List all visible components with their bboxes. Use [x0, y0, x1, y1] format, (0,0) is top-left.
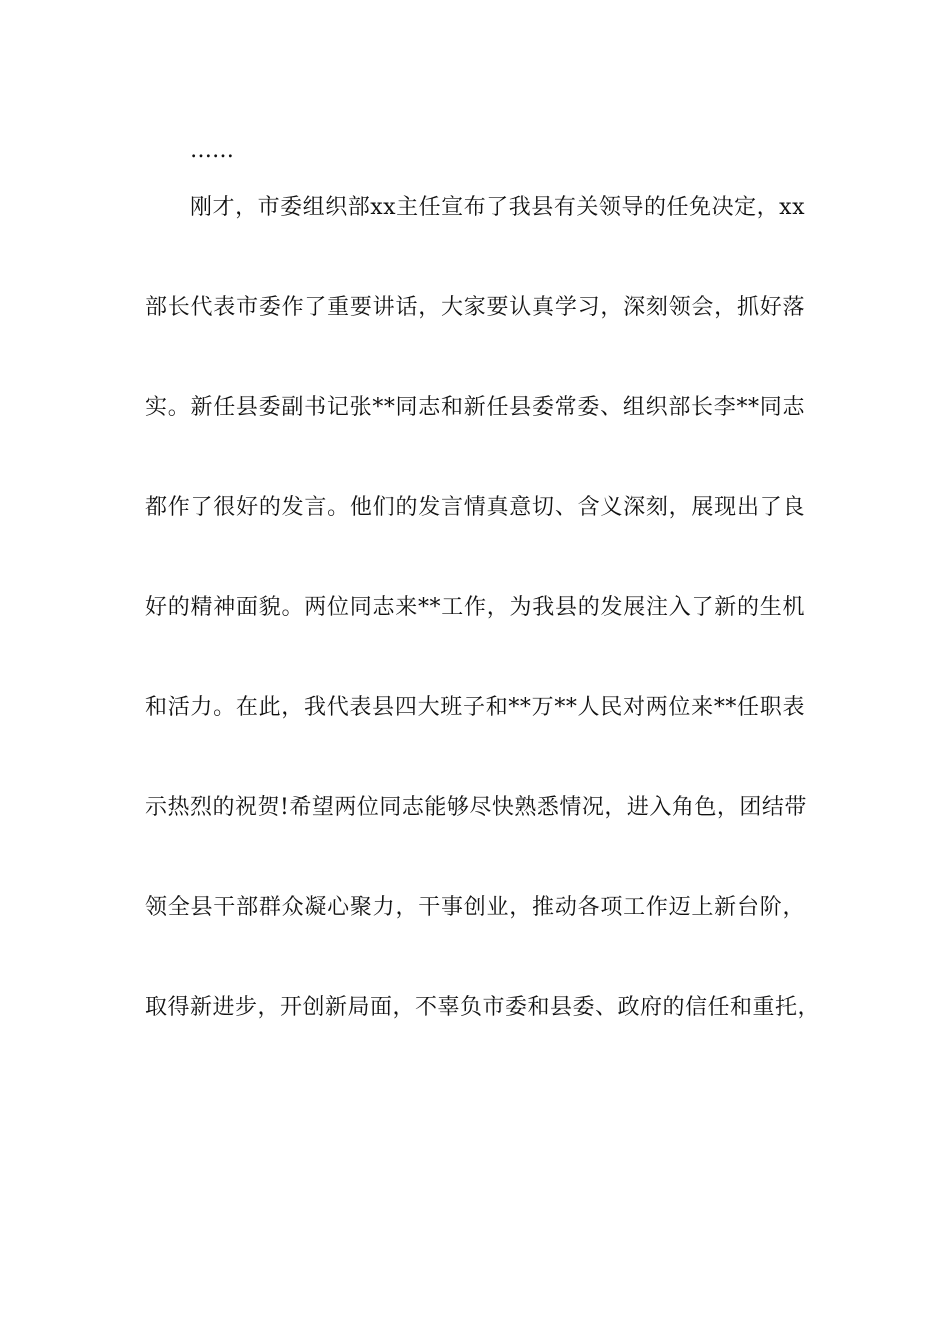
paragraph-line-3: 实。新任县委副书记张**同志和新任县委常委、组织部长李**同志 — [145, 395, 805, 420]
ellipsis-text: …… — [190, 138, 234, 163]
paragraph-line-5: 好的精神面貌。两位同志来**工作，为我县的发展注入了新的生机 — [145, 595, 805, 620]
paragraph-line-4: 都作了很好的发言。他们的发言情真意切、含义深刻，展现出了良 — [145, 495, 805, 520]
paragraph-line-8: 领全县干部群众凝心聚力，干事创业，推动各项工作迈上新台阶， — [145, 895, 805, 920]
paragraph-line-9: 取得新进步，开创新局面，不辜负市委和县委、政府的信任和重托， — [145, 995, 821, 1020]
paragraph-line-6: 和活力。在此，我代表县四大班子和**万**人民对两位来**任职表 — [145, 695, 805, 720]
paragraph-line-2: 部长代表市委作了重要讲话，大家要认真学习，深刻领会，抓好落 — [145, 295, 805, 320]
paragraph-line-7: 示热烈的祝贺!希望两位同志能够尽快熟悉情况，进入角色，团结带 — [145, 795, 807, 820]
paragraph-line-1: 刚才，市委组织部xx主任宣布了我县有关领导的任免决定，xx — [190, 195, 805, 220]
